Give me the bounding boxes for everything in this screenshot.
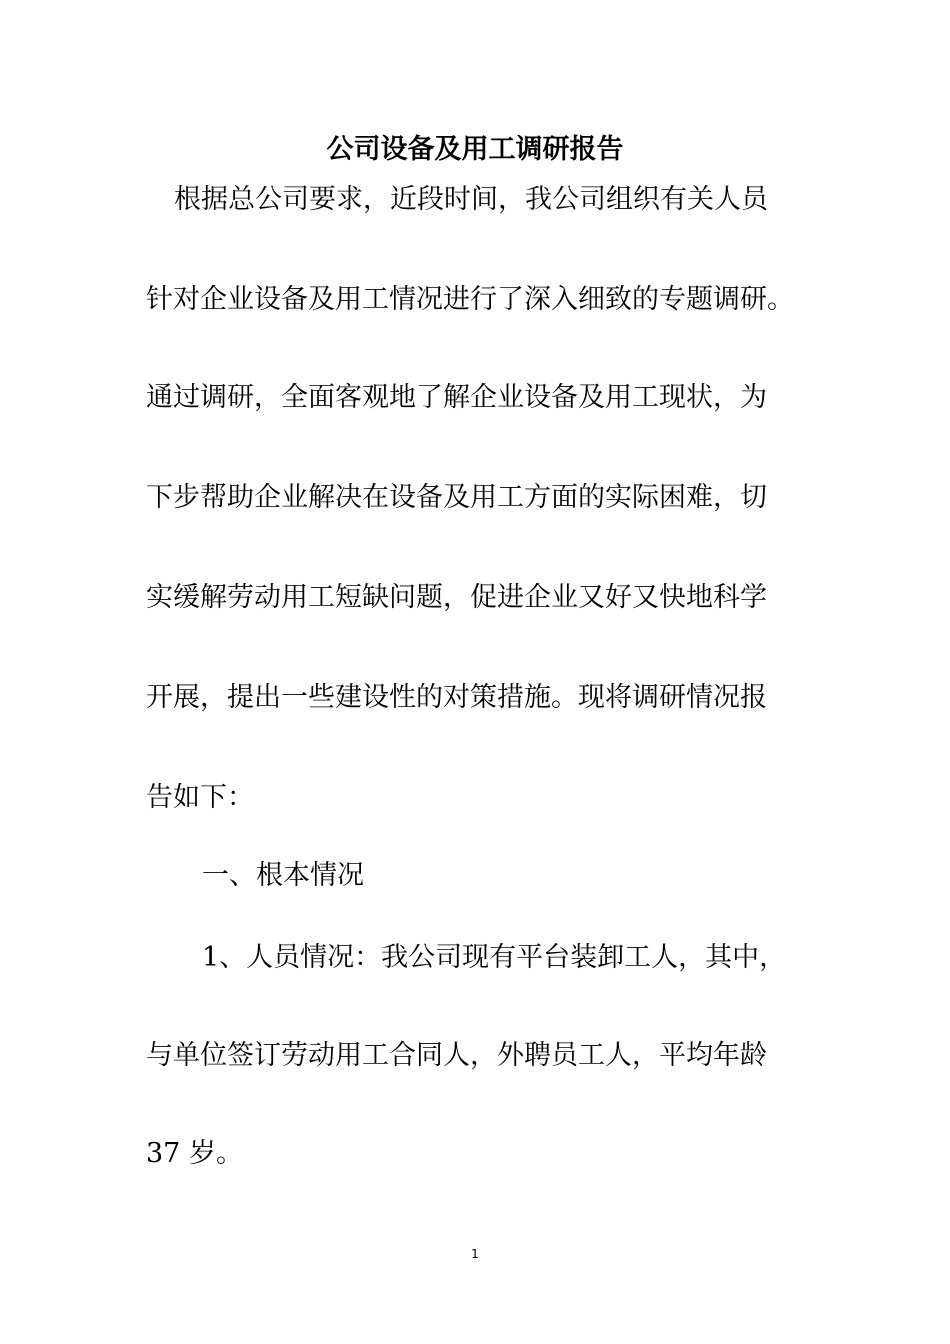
paragraph-line: 针对企业设备及用工情况进行了深入细致的专题调研。: [146, 284, 794, 315]
paragraph-line: 与单位签订劳动用工合同人，外聘员工人，平均年龄: [146, 1040, 767, 1071]
paragraph-line: 1、人员情况：我公司现有平台装卸工人，其中，: [202, 942, 787, 973]
paragraph-line: 通过调研，全面客观地了解企业设备及用工现状，为: [146, 382, 767, 413]
paragraph-line: 下步帮助企业解决在设备及用工方面的实际困难，切: [146, 482, 767, 513]
page-number: 1: [471, 1247, 479, 1261]
section-heading: 一、根本情况: [202, 860, 364, 891]
paragraph-line: 实缓解劳动用工短缺问题，促进企业又好又快地科学: [146, 582, 767, 613]
paragraph-line: 37 岁。: [146, 1138, 243, 1169]
document-title: 公司设备及用工调研报告: [326, 134, 624, 165]
paragraph-line: 开展，提出一些建设性的对策措施。现将调研情况报: [146, 682, 767, 713]
paragraph-line: 告如下：: [146, 782, 254, 813]
paragraph-line: 根据总公司要求，近段时间，我公司组织有关人员: [174, 184, 768, 215]
